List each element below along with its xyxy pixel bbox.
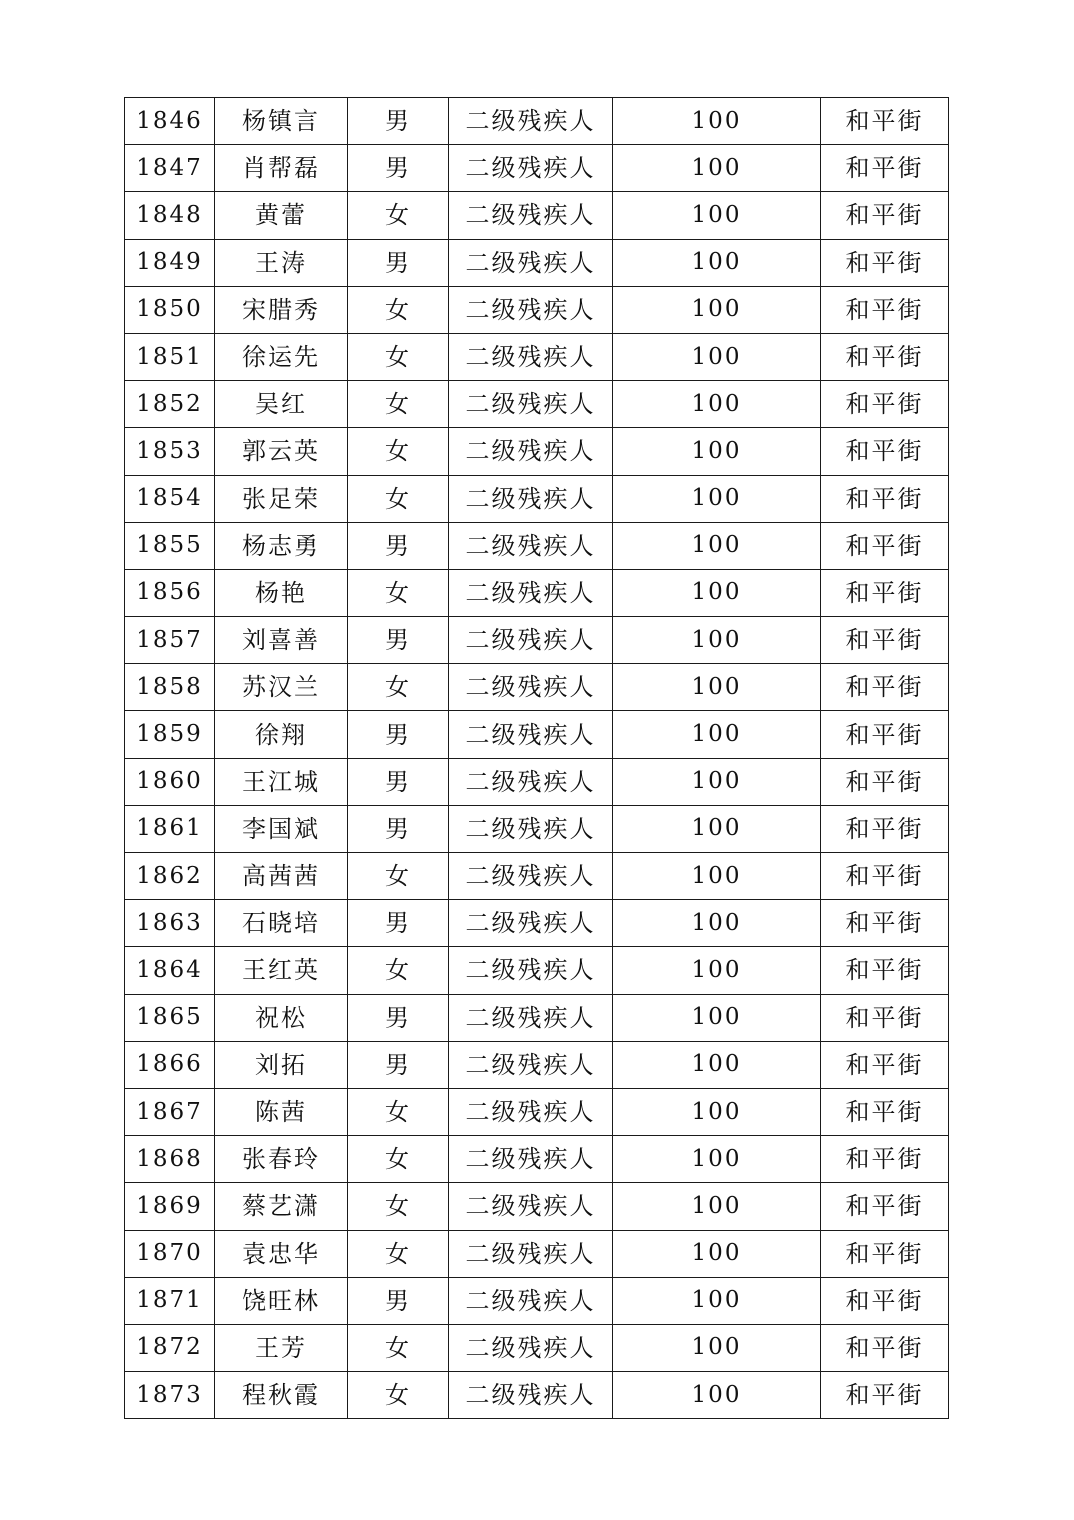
amount-cell: 100 <box>613 994 821 1041</box>
disability-level-cell: 二级残疾人 <box>449 1277 613 1324</box>
gender-cell: 男 <box>348 145 449 192</box>
gender-cell: 女 <box>348 664 449 711</box>
amount-cell: 100 <box>613 1136 821 1183</box>
gender-cell: 女 <box>348 1324 449 1371</box>
gender-cell: 男 <box>348 900 449 947</box>
amount-cell: 100 <box>613 1230 821 1277</box>
disability-level-cell: 二级残疾人 <box>449 428 613 475</box>
amount-cell: 100 <box>613 145 821 192</box>
gender-cell: 女 <box>348 286 449 333</box>
name-cell: 祝松 <box>215 994 348 1041</box>
table-row <box>125 381 949 428</box>
name-cell: 郭云英 <box>215 428 348 475</box>
table-row <box>125 900 949 947</box>
serial-number-cell: 1865 <box>125 994 215 1041</box>
amount-cell: 100 <box>613 192 821 239</box>
gender-cell: 女 <box>348 853 449 900</box>
street-cell: 和平街 <box>821 428 949 475</box>
serial-number-cell: 1851 <box>125 333 215 380</box>
gender-cell: 女 <box>348 569 449 616</box>
gender-cell: 男 <box>348 98 449 145</box>
serial-number-cell: 1861 <box>125 805 215 852</box>
name-cell: 高茜茜 <box>215 853 348 900</box>
name-cell: 袁忠华 <box>215 1230 348 1277</box>
amount-cell: 100 <box>613 239 821 286</box>
disability-level-cell: 二级残疾人 <box>449 475 613 522</box>
disability-level-cell: 二级残疾人 <box>449 333 613 380</box>
table-row <box>125 522 949 569</box>
serial-number-cell: 1855 <box>125 522 215 569</box>
disability-level-cell: 二级残疾人 <box>449 1183 613 1230</box>
name-cell: 肖帮磊 <box>215 145 348 192</box>
disability-level-cell: 二级残疾人 <box>449 758 613 805</box>
table-row <box>125 475 949 522</box>
disability-level-cell: 二级残疾人 <box>449 711 613 758</box>
street-cell: 和平街 <box>821 1372 949 1419</box>
disability-level-cell: 二级残疾人 <box>449 569 613 616</box>
name-cell: 王江城 <box>215 758 348 805</box>
amount-cell: 100 <box>613 1183 821 1230</box>
disability-level-cell: 二级残疾人 <box>449 522 613 569</box>
serial-number-cell: 1864 <box>125 947 215 994</box>
gender-cell: 女 <box>348 428 449 475</box>
serial-number-cell: 1860 <box>125 758 215 805</box>
street-cell: 和平街 <box>821 1136 949 1183</box>
table-row <box>125 1088 949 1135</box>
table-row <box>125 853 949 900</box>
gender-cell: 男 <box>348 522 449 569</box>
serial-number-cell: 1849 <box>125 239 215 286</box>
amount-cell: 100 <box>613 758 821 805</box>
amount-cell: 100 <box>613 286 821 333</box>
amount-cell: 100 <box>613 98 821 145</box>
gender-cell: 女 <box>348 1136 449 1183</box>
table-row <box>125 947 949 994</box>
serial-number-cell: 1872 <box>125 1324 215 1371</box>
serial-number-cell: 1853 <box>125 428 215 475</box>
serial-number-cell: 1863 <box>125 900 215 947</box>
table-row <box>125 1136 949 1183</box>
serial-number-cell: 1850 <box>125 286 215 333</box>
amount-cell: 100 <box>613 1041 821 1088</box>
gender-cell: 男 <box>348 239 449 286</box>
serial-number-cell: 1852 <box>125 381 215 428</box>
disability-level-cell: 二级残疾人 <box>449 664 613 711</box>
street-cell: 和平街 <box>821 475 949 522</box>
gender-cell: 女 <box>348 947 449 994</box>
table-row <box>125 192 949 239</box>
street-cell: 和平街 <box>821 239 949 286</box>
serial-number-cell: 1847 <box>125 145 215 192</box>
amount-cell: 100 <box>613 1277 821 1324</box>
street-cell: 和平街 <box>821 947 949 994</box>
disability-level-cell: 二级残疾人 <box>449 145 613 192</box>
gender-cell: 男 <box>348 758 449 805</box>
disability-level-cell: 二级残疾人 <box>449 381 613 428</box>
serial-number-cell: 1873 <box>125 1372 215 1419</box>
street-cell: 和平街 <box>821 758 949 805</box>
street-cell: 和平街 <box>821 1230 949 1277</box>
street-cell: 和平街 <box>821 805 949 852</box>
serial-number-cell: 1870 <box>125 1230 215 1277</box>
serial-number-cell: 1869 <box>125 1183 215 1230</box>
amount-cell: 100 <box>613 333 821 380</box>
name-cell: 吴红 <box>215 381 348 428</box>
table-row <box>125 1183 949 1230</box>
amount-cell: 100 <box>613 853 821 900</box>
street-cell: 和平街 <box>821 1041 949 1088</box>
gender-cell: 女 <box>348 1183 449 1230</box>
amount-cell: 100 <box>613 711 821 758</box>
gender-cell: 男 <box>348 1041 449 1088</box>
name-cell: 王涛 <box>215 239 348 286</box>
name-cell: 程秋霞 <box>215 1372 348 1419</box>
gender-cell: 男 <box>348 711 449 758</box>
table-row <box>125 98 949 145</box>
name-cell: 徐运先 <box>215 333 348 380</box>
street-cell: 和平街 <box>821 1277 949 1324</box>
street-cell: 和平街 <box>821 617 949 664</box>
table-row <box>125 805 949 852</box>
name-cell: 陈茜 <box>215 1088 348 1135</box>
name-cell: 蔡艺潇 <box>215 1183 348 1230</box>
amount-cell: 100 <box>613 569 821 616</box>
name-cell: 石晓培 <box>215 900 348 947</box>
street-cell: 和平街 <box>821 1324 949 1371</box>
street-cell: 和平街 <box>821 286 949 333</box>
name-cell: 刘拓 <box>215 1041 348 1088</box>
serial-number-cell: 1846 <box>125 98 215 145</box>
name-cell: 杨艳 <box>215 569 348 616</box>
serial-number-cell: 1858 <box>125 664 215 711</box>
amount-cell: 100 <box>613 522 821 569</box>
disability-level-cell: 二级残疾人 <box>449 1324 613 1371</box>
gender-cell: 男 <box>348 994 449 1041</box>
street-cell: 和平街 <box>821 569 949 616</box>
table-row <box>125 145 949 192</box>
table-row <box>125 428 949 475</box>
disability-level-cell: 二级残疾人 <box>449 1041 613 1088</box>
serial-number-cell: 1866 <box>125 1041 215 1088</box>
serial-number-cell: 1862 <box>125 853 215 900</box>
street-cell: 和平街 <box>821 900 949 947</box>
name-cell: 张足荣 <box>215 475 348 522</box>
disability-level-cell: 二级残疾人 <box>449 98 613 145</box>
street-cell: 和平街 <box>821 522 949 569</box>
table-row <box>125 1230 949 1277</box>
amount-cell: 100 <box>613 1324 821 1371</box>
name-cell: 杨志勇 <box>215 522 348 569</box>
street-cell: 和平街 <box>821 1088 949 1135</box>
disability-level-cell: 二级残疾人 <box>449 1088 613 1135</box>
amount-cell: 100 <box>613 947 821 994</box>
street-cell: 和平街 <box>821 1183 949 1230</box>
street-cell: 和平街 <box>821 381 949 428</box>
disability-level-cell: 二级残疾人 <box>449 994 613 1041</box>
gender-cell: 女 <box>348 1088 449 1135</box>
amount-cell: 100 <box>613 664 821 711</box>
table-row <box>125 239 949 286</box>
disability-level-cell: 二级残疾人 <box>449 853 613 900</box>
name-cell: 刘喜善 <box>215 617 348 664</box>
serial-number-cell: 1859 <box>125 711 215 758</box>
table-row <box>125 994 949 1041</box>
gender-cell: 女 <box>348 1372 449 1419</box>
table-row <box>125 711 949 758</box>
disability-level-cell: 二级残疾人 <box>449 805 613 852</box>
disability-level-cell: 二级残疾人 <box>449 1230 613 1277</box>
name-cell: 王芳 <box>215 1324 348 1371</box>
gender-cell: 女 <box>348 1230 449 1277</box>
table-row <box>125 1277 949 1324</box>
disability-level-cell: 二级残疾人 <box>449 1372 613 1419</box>
name-cell: 宋腊秀 <box>215 286 348 333</box>
name-cell: 杨镇言 <box>215 98 348 145</box>
serial-number-cell: 1867 <box>125 1088 215 1135</box>
amount-cell: 100 <box>613 475 821 522</box>
serial-number-cell: 1856 <box>125 569 215 616</box>
street-cell: 和平街 <box>821 664 949 711</box>
street-cell: 和平街 <box>821 98 949 145</box>
disability-level-cell: 二级残疾人 <box>449 947 613 994</box>
serial-number-cell: 1871 <box>125 1277 215 1324</box>
gender-cell: 男 <box>348 617 449 664</box>
disability-level-cell: 二级残疾人 <box>449 617 613 664</box>
amount-cell: 100 <box>613 617 821 664</box>
street-cell: 和平街 <box>821 333 949 380</box>
gender-cell: 女 <box>348 333 449 380</box>
gender-cell: 女 <box>348 475 449 522</box>
table-row <box>125 617 949 664</box>
serial-number-cell: 1857 <box>125 617 215 664</box>
amount-cell: 100 <box>613 805 821 852</box>
name-cell: 苏汉兰 <box>215 664 348 711</box>
recipient-table <box>124 97 949 1419</box>
table-row <box>125 333 949 380</box>
amount-cell: 100 <box>613 1372 821 1419</box>
table-row <box>125 758 949 805</box>
name-cell: 黄蕾 <box>215 192 348 239</box>
table-row <box>125 569 949 616</box>
table-row <box>125 1324 949 1371</box>
disability-level-cell: 二级残疾人 <box>449 286 613 333</box>
amount-cell: 100 <box>613 900 821 947</box>
disability-level-cell: 二级残疾人 <box>449 239 613 286</box>
amount-cell: 100 <box>613 428 821 475</box>
disability-level-cell: 二级残疾人 <box>449 1136 613 1183</box>
amount-cell: 100 <box>613 1088 821 1135</box>
table-body <box>125 98 949 1419</box>
street-cell: 和平街 <box>821 853 949 900</box>
table-row <box>125 664 949 711</box>
street-cell: 和平街 <box>821 711 949 758</box>
disability-level-cell: 二级残疾人 <box>449 192 613 239</box>
disability-level-cell: 二级残疾人 <box>449 900 613 947</box>
amount-cell: 100 <box>613 381 821 428</box>
name-cell: 徐翔 <box>215 711 348 758</box>
serial-number-cell: 1868 <box>125 1136 215 1183</box>
table-row <box>125 286 949 333</box>
serial-number-cell: 1854 <box>125 475 215 522</box>
name-cell: 李国斌 <box>215 805 348 852</box>
gender-cell: 男 <box>348 805 449 852</box>
gender-cell: 女 <box>348 192 449 239</box>
name-cell: 饶旺林 <box>215 1277 348 1324</box>
name-cell: 王红英 <box>215 947 348 994</box>
table-row <box>125 1372 949 1419</box>
serial-number-cell: 1848 <box>125 192 215 239</box>
table-row <box>125 1041 949 1088</box>
street-cell: 和平街 <box>821 145 949 192</box>
name-cell: 张春玲 <box>215 1136 348 1183</box>
street-cell: 和平街 <box>821 994 949 1041</box>
gender-cell: 女 <box>348 381 449 428</box>
gender-cell: 男 <box>348 1277 449 1324</box>
street-cell: 和平街 <box>821 192 949 239</box>
